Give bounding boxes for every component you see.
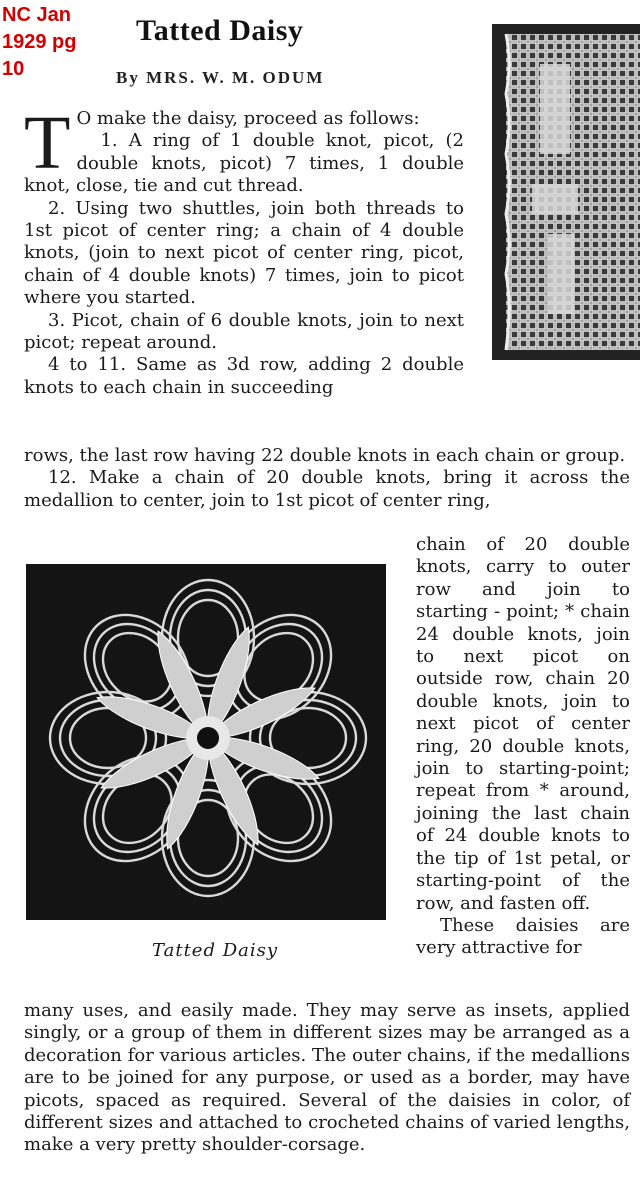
source-tag-line-2: 1929 pg xyxy=(2,31,77,53)
step-1: 1. A ring of 1 double knot, picot, (2 double knots, picot) 7 times, 1 double knot, close, tie and cut thread. xyxy=(24,130,464,197)
lace-strip-photo xyxy=(492,24,640,360)
source-tag-line-3: 10 xyxy=(2,58,25,80)
drop-cap: T xyxy=(24,101,71,185)
article-title: Tatted Daisy xyxy=(136,14,304,47)
step-2: 2. Using two shuttles, join both threads to 1st picot of center ring; a chain of 4 double knots, (join to next picot of center ring, picot, chain of 4 double knots) 7 times, join to picot where you started. xyxy=(24,197,464,309)
closing-start: These daisies are very attractive for xyxy=(416,914,630,959)
step-4-continued xyxy=(24,445,630,512)
closing-text: many uses, and easily made. They may serve as insets, applied singly, or a group of them in different sizes may be arranged as a decoration for various articles. The outer chains, if the medallions are to be joined for any purpose, or used as a border, may have picots, spaced as required. Several of the daisies in color, of different sizes and attached to crocheted chains of varied lengths, make a very pretty shoulder-corsage. xyxy=(24,1000,630,1156)
step-12-column xyxy=(416,534,630,960)
step-12-start: 12. Make a chain of 20 double knots, bring it across the medallion to center, join to 1st picot of center ring, xyxy=(24,467,630,511)
step-4-end: rows, the last row having 22 double knots in each chain or group. xyxy=(24,445,626,466)
article-body xyxy=(24,101,464,399)
step-3: 3. Picot, chain of 6 double knots, join to next picot; repeat around. xyxy=(24,309,464,354)
intro-text: O make the daisy, proceed as follows: xyxy=(76,108,420,129)
step-4-start: 4 to 11. Same as 3d row, adding 2 double knots to each chain in succeeding xyxy=(24,354,464,398)
photo-caption: Tatted Daisy xyxy=(152,940,279,961)
tatted-daisy-photo xyxy=(26,564,386,920)
closing-paragraph xyxy=(24,1000,630,1157)
source-tag xyxy=(2,2,76,83)
step-12-continued: chain of 20 double knots, carry to outer row and join to starting - point; * chain 24 double knots, join to next picot on outside row, chain 20 double knots, join to next picot of center ring, 20 double knots, join to starting-point; repeat from * around, joining the last chain of 24 double knots to the tip of 1st petal, or starting-point of the row, and fasten off. xyxy=(416,534,630,914)
article-byline: By MRS. W. M. ODUM xyxy=(116,68,325,87)
source-tag-line-1: NC Jan xyxy=(2,4,71,26)
